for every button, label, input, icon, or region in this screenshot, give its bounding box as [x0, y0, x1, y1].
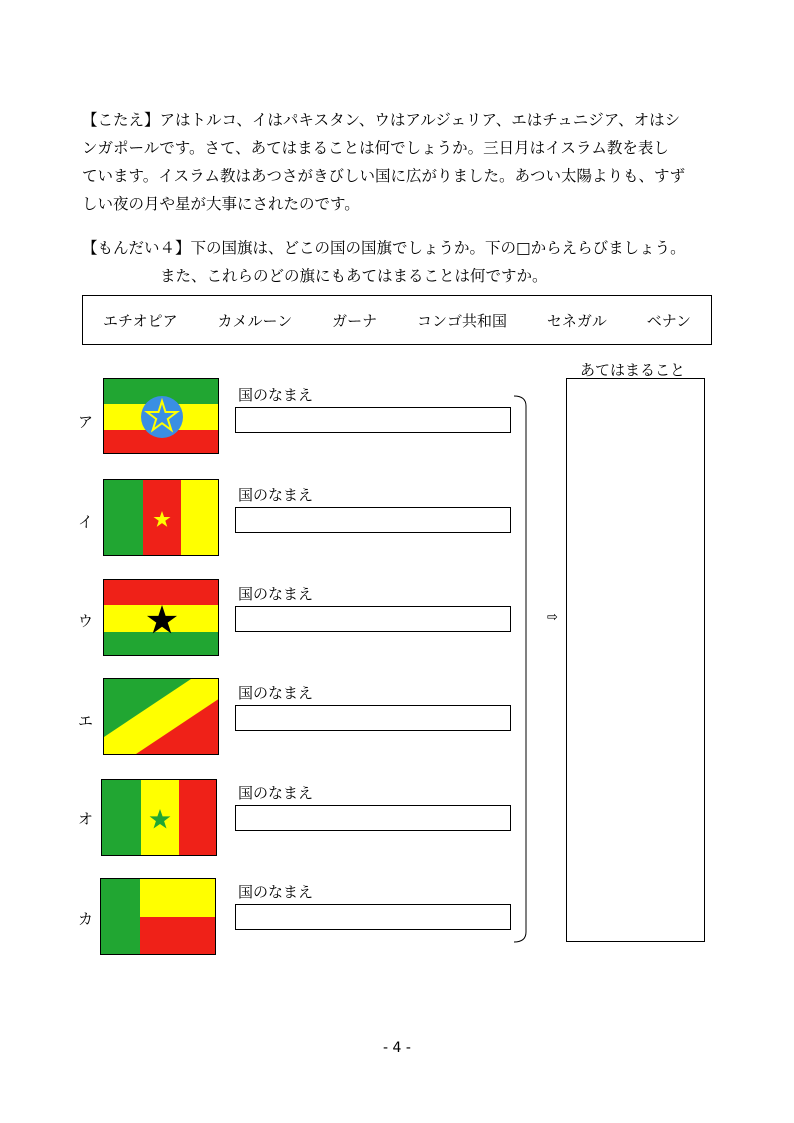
- answer-line-1: 【こたえ】アはトルコ、イはパキスタン、ウはアルジェリア、エはチュニジア、オはシ: [82, 111, 681, 129]
- flag-cameroon: [103, 479, 219, 556]
- question-line-1: 【もんだい４】下の国旗は、どこの国の国旗でしょうか。下の□からえらびましょう。: [82, 239, 686, 257]
- flag-ethiopia: [103, 378, 219, 454]
- answer-line-3: ています。イスラム教はあつさがきびしい国に広がりました。あつい太陽よりも、すず: [82, 167, 686, 185]
- country-name-input[interactable]: [235, 705, 511, 731]
- flag-ghana: [103, 579, 219, 656]
- country-name-label: 国のなまえ: [238, 386, 314, 404]
- country-name-label: 国のなまえ: [238, 784, 314, 802]
- country-name-label: 国のなまえ: [238, 883, 314, 901]
- answer-line-2: ンガポールです。さて、あてはまることは何でしょうか。三日月はイスラム教を表し: [82, 139, 669, 157]
- choice-item: カメルーン: [217, 311, 293, 330]
- flag-congo: [103, 678, 219, 755]
- grouping-bracket: [512, 394, 532, 944]
- choices-box: [82, 295, 712, 345]
- page-number: - 4 -: [383, 1040, 411, 1056]
- country-name-input[interactable]: [235, 805, 511, 831]
- flag-letter: イ: [78, 513, 94, 531]
- arrow-icon: ⇨: [547, 610, 558, 625]
- country-name-label: 国のなまえ: [238, 684, 314, 702]
- answer-line-4: しい夜の月や星が大事にされたのです。: [82, 195, 360, 213]
- question-paragraph: [82, 234, 722, 290]
- flag-letter: エ: [78, 712, 94, 730]
- choice-item: コンゴ共和国: [416, 311, 507, 330]
- country-name-input[interactable]: [235, 606, 511, 632]
- flag-letter: ウ: [78, 612, 94, 630]
- ethiopia-flag-graphic: [104, 379, 219, 454]
- country-name-input[interactable]: [235, 507, 511, 533]
- flag-letter: カ: [78, 910, 94, 928]
- senegal-flag-graphic: [102, 780, 217, 856]
- answer-paragraph: [82, 106, 722, 218]
- flag-senegal: [101, 779, 217, 856]
- flag-letter: ア: [78, 413, 94, 431]
- answer-box[interactable]: [566, 378, 705, 942]
- country-name-input[interactable]: [235, 407, 511, 433]
- choice-item: ベナン: [646, 311, 692, 330]
- flag-benin: [100, 878, 216, 955]
- benin-flag-graphic: [101, 879, 216, 955]
- cameroon-flag-graphic: [104, 480, 219, 556]
- country-name-label: 国のなまえ: [238, 585, 314, 603]
- choice-item: ガーナ: [332, 311, 378, 330]
- flag-letter: オ: [78, 810, 94, 828]
- ghana-flag-graphic: [104, 580, 219, 656]
- choice-item: セネガル: [546, 311, 607, 330]
- country-name-label: 国のなまえ: [238, 486, 314, 504]
- question-line-2: また、これらのどの旗にもあてはまることは何ですか。: [160, 267, 548, 285]
- congo-flag-graphic: [104, 679, 219, 755]
- answer-box-title: あてはまること: [580, 361, 686, 379]
- choice-item: エチオピア: [102, 311, 178, 330]
- country-name-input[interactable]: [235, 904, 511, 930]
